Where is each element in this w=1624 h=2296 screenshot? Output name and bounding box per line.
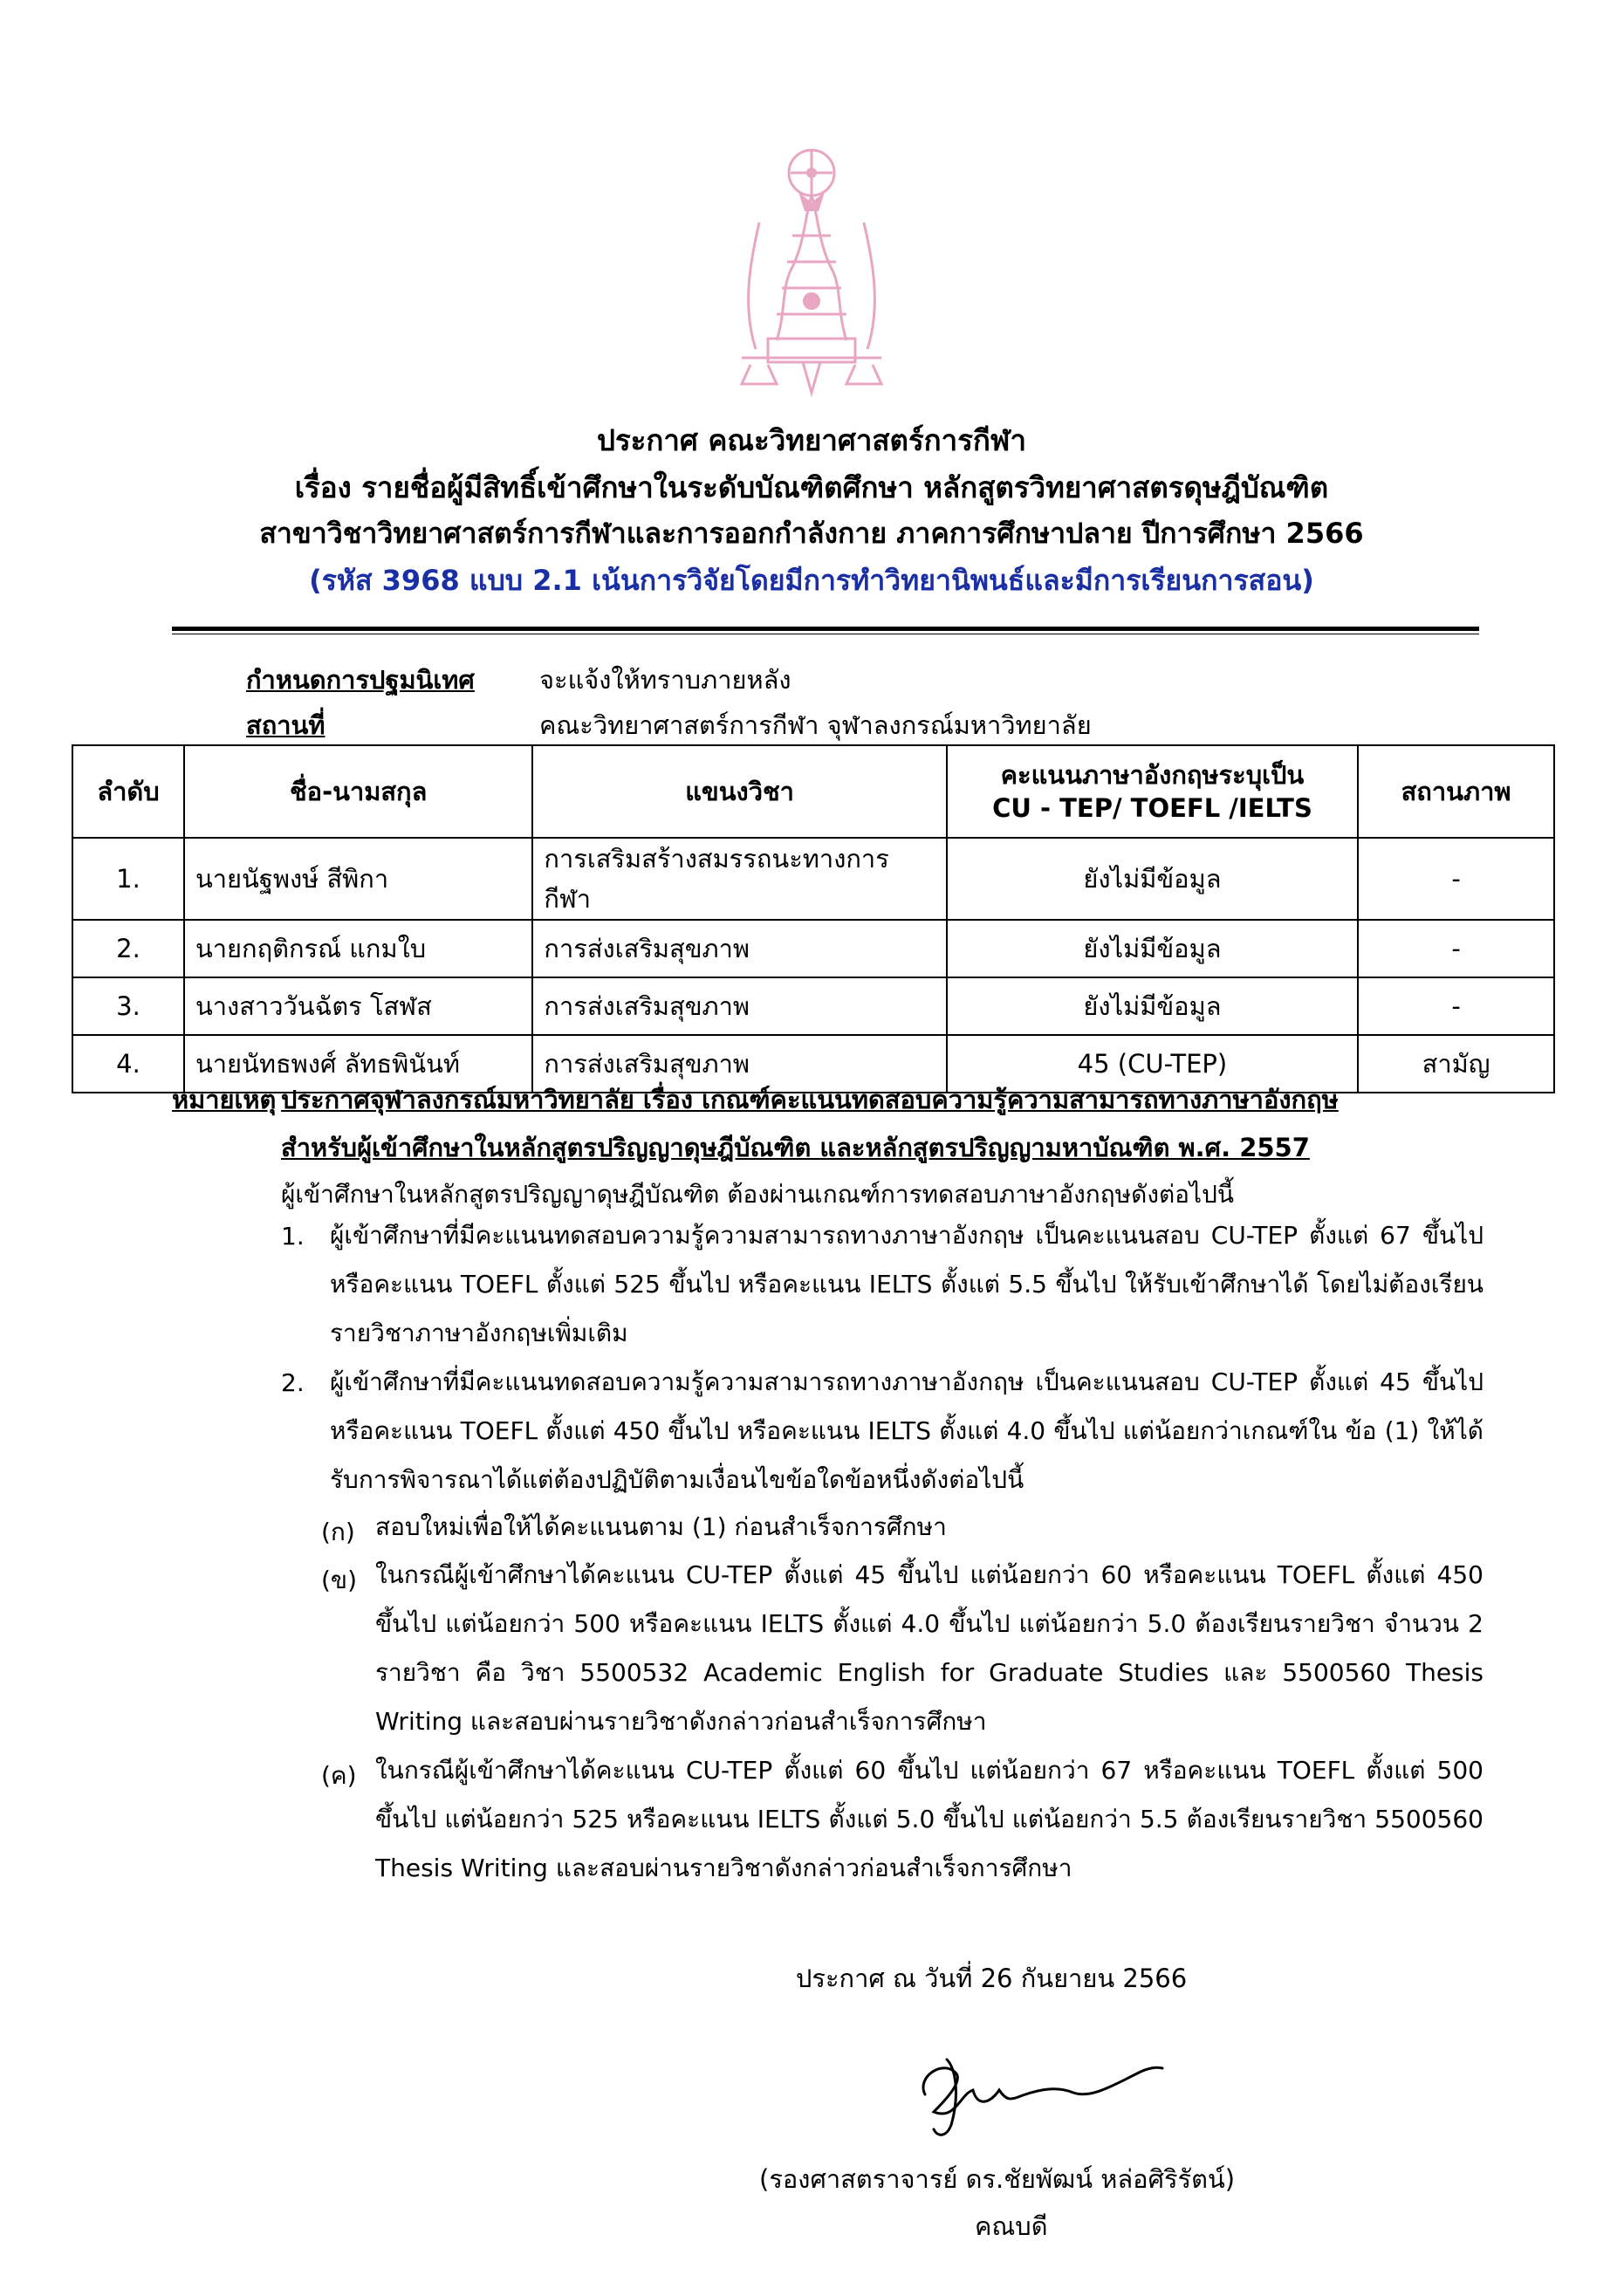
note-intro: ผู้เข้าศึกษาในหลักสูตรปริญญาดุษฎีบัณฑิต ต้องผ่านเกณฑ์การทดสอบภาษาอังกฤษดังต่อไปนี้ (281, 1180, 1234, 1209)
table-header-row (72, 745, 1554, 838)
cell-no: 1. (72, 838, 184, 920)
note-label: หมายเหตุ (172, 1085, 277, 1114)
col-header-no: ลำดับ (72, 745, 184, 838)
cell-field: การเสริมสร้างสมรรถนะทางการกีฬา (532, 838, 946, 920)
signer-name: (รองศาสตราจารย์ ดร.ชัยพัฒน์ หล่อศิริรัตน์) (759, 2164, 1236, 2194)
cell-field: การส่งเสริมสุขภาพ (532, 1035, 946, 1093)
cell-no: 2. (72, 920, 184, 977)
cell-score: ยังไม่มีข้อมูล (947, 920, 1358, 977)
cell-name: นายนัทธพงศ์ ลัทธพินันท์ (184, 1035, 532, 1093)
announcement-subject: เรื่อง รายชื่อผู้มีสิทธิ์เข้าศึกษาในระดับบัณฑิตศึกษา หลักสูตรวิทยาศาสตรดุษฎีบัณฑิต (294, 470, 1329, 504)
table-row (72, 920, 1554, 977)
cell-score: 45 (CU-TEP) (947, 1035, 1358, 1093)
signer-position: คณบดี (975, 2211, 1048, 2241)
table-row (72, 977, 1554, 1035)
signature-icon (908, 2042, 1169, 2147)
sub-b-label: (ข) (321, 1566, 357, 1594)
cell-status: - (1358, 977, 1554, 1035)
orientation-label: กำหนดการปฐมนิเทศ (246, 665, 475, 695)
cell-field: การส่งเสริมสุขภาพ (532, 977, 946, 1035)
sub-a-text: สอบใหม่เพื่อให้ได้คะแนนตาม (1) ก่อนสำเร็จการศึกษา (375, 1512, 947, 1541)
sub-c-label: (ค) (321, 1761, 357, 1790)
cell-score: ยังไม่มีข้อมูล (947, 838, 1358, 920)
sub-b-text: ในกรณีผู้เข้าศึกษาได้คะแนน CU-TEP ตั้งแต่ 45 ขึ้นไป แต่น้อยกว่า 60 หรือคะแนน TOEFL ตั้งแต่ 450 ขึ้นไป แต่น้อยกว่า 500 หรือคะแนน IELTS ตั้งแต่ 4.0 ขึ้นไป แต่น้อยกว่า 5.0 ต้องเรียนรายวิชา จำนวน 2 รายวิชา คือ วิชา 5500532 Academic English for Graduate Studies และ 5500560 Thesis Writing และสอบผ่านรายวิชาดังกล่าวก่อนสำเร็จการศึกษา (375, 1560, 1484, 1736)
col-header-field: แขนงวิชา (532, 745, 946, 838)
announcement-title: ประกาศ คณะวิทยาศาสตร์การกีฬา (597, 423, 1026, 457)
header-divider (172, 627, 1479, 631)
cell-status: สามัญ (1358, 1035, 1554, 1093)
col-header-score-line2: CU - TEP/ TOEFL /IELTS (992, 793, 1312, 823)
cell-status: - (1358, 838, 1554, 920)
cell-no: 4. (72, 1035, 184, 1093)
table-row (72, 838, 1554, 920)
col-header-status: สถานภาพ (1358, 745, 1554, 838)
item1-number: 1. (281, 1222, 305, 1251)
cell-status: - (1358, 920, 1554, 977)
announcement-date: ประกาศ ณ วันที่ 26 กันยายน 2566 (796, 1964, 1188, 1993)
col-header-score (947, 745, 1358, 838)
announcement-code: (รหัส 3968 แบบ 2.1 เน้นการวิจัยโดยมีการทำวิทยานิพนธ์และมีการเรียนการสอน) (309, 564, 1314, 597)
col-header-score-line1: คะแนนภาษาอังกฤษระบุเป็น (1000, 760, 1305, 790)
venue-label: สถานที่ (246, 710, 325, 740)
cell-score: ยังไม่มีข้อมูล (947, 977, 1358, 1035)
cell-name: นายนัฐพงษ์ สีพิกา (184, 838, 532, 920)
item2-text: ผู้เข้าศึกษาที่มีคะแนนทดสอบความรู้ความสามารถทางภาษาอังกฤษ เป็นคะแนนสอบ CU-TEP ตั้งแต่ 45 ขึ้นไป หรือคะแนน TOEFL ตั้งแต่ 450 ขึ้นไป หรือคะแนน IELTS ตั้งแต่ 4.0 ขึ้นไป แต่น้อยกว่าเกณฑ์ใน ข้อ (1) ให้ได้รับการพิจารณาได้แต่ต้องปฏิบัติตามเงื่อนไขข้อใดข้อหนึ่งดังต่อไปนี้ (330, 1367, 1484, 1494)
cell-no: 3. (72, 977, 184, 1035)
cell-field: การส่งเสริมสุขภาพ (532, 920, 946, 977)
sub-c-text: ในกรณีผู้เข้าศึกษาได้คะแนน CU-TEP ตั้งแต่ 60 ขึ้นไป แต่น้อยกว่า 67 หรือคะแนน TOEFL ตั้งแต่ 500 ขึ้นไป แต่น้อยกว่า 525 หรือคะแนน IELTS ตั้งแต่ 5.0 ขึ้นไป แต่น้อยกว่า 5.5 ต้องเรียนรายวิชา 5500560 Thesis Writing และสอบผ่านรายวิชาดังกล่าวก่อนสำเร็จการศึกษา (375, 1756, 1484, 1882)
item2-number: 2. (281, 1368, 305, 1397)
note-title-line1: ประกาศจุฬาลงกรณ์มหาวิทยาลัย เรื่อง เกณฑ์คะแนนทดสอบความรู้ความสามารถทางภาษาอังกฤษ (281, 1085, 1339, 1114)
sub-a-label: (ก) (321, 1518, 355, 1546)
note-title-line2: สำหรับผู้เข้าศึกษาในหลักสูตรปริญญาดุษฎีบัณฑิต และหลักสูตรปริญญามหาบัณฑิต พ.ศ. 2557 (281, 1133, 1310, 1162)
announcement-program: สาขาวิชาวิทยาศาสตร์การกีฬาและการออกกำลังกาย ภาคการศึกษาปลาย ปีการศึกษา 2566 (259, 517, 1364, 550)
col-header-name: ชื่อ-นามสกุล (184, 745, 532, 838)
admitted-students-table (72, 744, 1555, 1093)
orientation-value: จะแจ้งให้ทราบภายหลัง (539, 665, 791, 695)
item1-text: ผู้เข้าศึกษาที่มีคะแนนทดสอบความรู้ความสามารถทางภาษาอังกฤษ เป็นคะแนนสอบ CU-TEP ตั้งแต่ 67 ขึ้นไป หรือคะแนน TOEFL ตั้งแต่ 525 ขึ้นไป หรือคะแนน IELTS ตั้งแต่ 5.5 ขึ้นไป ให้รับเข้าศึกษาได้ โดยไม่ต้องเรียนรายวิชาภาษาอังกฤษเพิ่มเติม (330, 1221, 1484, 1347)
cell-name: นางสาววันฉัตร โสฬส (184, 977, 532, 1035)
cell-name: นายกฤติกรณ์ แกมใบ (184, 920, 532, 977)
venue-value: คณะวิทยาศาสตร์การกีฬา จุฬาลงกรณ์มหาวิทยาลัย (539, 710, 1092, 740)
university-emblem-icon (707, 140, 916, 401)
